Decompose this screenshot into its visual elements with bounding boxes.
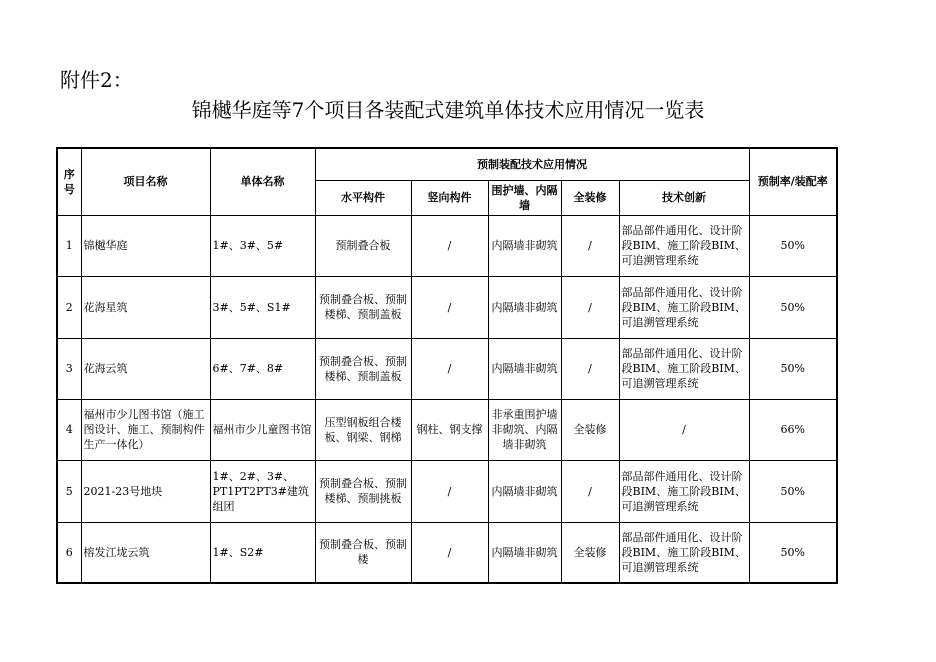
cell-unit: 1#、S2# bbox=[210, 522, 315, 583]
cell-innovation: 部品部件通用化、设计阶段BIM、施工阶段BIM、可追溯管理系统 bbox=[619, 460, 749, 522]
cell-innovation: 部品部件通用化、设计阶段BIM、施工阶段BIM、可追溯管理系统 bbox=[619, 522, 749, 583]
cell-rate: 50% bbox=[749, 338, 837, 399]
attachment-label: 附件2： bbox=[60, 68, 133, 92]
table-row bbox=[57, 399, 837, 460]
cell-vertical: / bbox=[411, 460, 488, 522]
header-seq: 序号 bbox=[57, 148, 81, 215]
cell-seq: 6 bbox=[57, 522, 81, 583]
tech-application-table bbox=[56, 147, 838, 584]
cell-decoration: / bbox=[561, 460, 619, 522]
cell-rate: 50% bbox=[749, 522, 837, 583]
cell-rate: 50% bbox=[749, 460, 837, 522]
header-enclosure: 围护墙、内隔墙 bbox=[488, 180, 561, 215]
cell-vertical: / bbox=[411, 338, 488, 399]
cell-enclosure: 内隔墙非砌筑 bbox=[488, 460, 561, 522]
cell-vertical: / bbox=[411, 276, 488, 338]
table-row bbox=[57, 338, 837, 399]
cell-innovation: 部品部件通用化、设计阶段BIM、施工阶段BIM、可追溯管理系统 bbox=[619, 276, 749, 338]
cell-unit: 福州市少儿童图书馆 bbox=[210, 399, 315, 460]
cell-horizontal: 预制叠合板、预制楼梯、预制盖板 bbox=[315, 276, 411, 338]
cell-seq: 4 bbox=[57, 399, 81, 460]
header-innovation: 技术创新 bbox=[619, 180, 749, 215]
cell-vertical: 钢柱、钢支撑 bbox=[411, 399, 488, 460]
cell-seq: 5 bbox=[57, 460, 81, 522]
cell-enclosure: 内隔墙非砌筑 bbox=[488, 338, 561, 399]
header-project: 项目名称 bbox=[81, 148, 210, 215]
cell-project: 花海星筑 bbox=[81, 276, 210, 338]
cell-innovation: 部品部件通用化、设计阶段BIM、施工阶段BIM、可追溯管理系统 bbox=[619, 338, 749, 399]
cell-project: 福州市少儿图书馆（施工图设计、施工、预制构件生产一体化） bbox=[81, 399, 210, 460]
cell-horizontal: 预制叠合板 bbox=[315, 215, 411, 276]
header-horizontal: 水平构件 bbox=[315, 180, 411, 215]
cell-unit: 1#、2#、3#、PT1PT2PT3#建筑组团 bbox=[210, 460, 315, 522]
cell-innovation: 部品部件通用化、设计阶段BIM、施工阶段BIM、可追溯管理系统 bbox=[619, 215, 749, 276]
cell-decoration: / bbox=[561, 338, 619, 399]
cell-unit: 3#、5#、S1# bbox=[210, 276, 315, 338]
cell-seq: 3 bbox=[57, 338, 81, 399]
cell-horizontal: 预制叠合板、预制楼梯、预制挑板 bbox=[315, 460, 411, 522]
cell-project: 榕发江垅云筑 bbox=[81, 522, 210, 583]
cell-decoration: 全装修 bbox=[561, 399, 619, 460]
document-title: 锦樾华庭等7个项目各装配式建筑单体技术应用情况一览表 bbox=[191, 98, 705, 122]
table-row bbox=[57, 215, 837, 276]
cell-vertical: / bbox=[411, 522, 488, 583]
table-row bbox=[57, 276, 837, 338]
cell-project: 花海云筑 bbox=[81, 338, 210, 399]
cell-horizontal: 预制叠合板、预制楼梯、预制盖板 bbox=[315, 338, 411, 399]
cell-horizontal: 压型钢板组合楼板、钢梁、钢梯 bbox=[315, 399, 411, 460]
cell-unit: 1#、3#、5# bbox=[210, 215, 315, 276]
header-rate: 预制率/装配率 bbox=[749, 148, 837, 215]
cell-decoration: / bbox=[561, 276, 619, 338]
header-unit: 单体名称 bbox=[210, 148, 315, 215]
cell-rate: 50% bbox=[749, 215, 837, 276]
cell-enclosure: 内隔墙非砌筑 bbox=[488, 276, 561, 338]
cell-unit: 6#、7#、8# bbox=[210, 338, 315, 399]
cell-seq: 2 bbox=[57, 276, 81, 338]
cell-project: 锦樾华庭 bbox=[81, 215, 210, 276]
cell-innovation: / bbox=[619, 399, 749, 460]
cell-vertical: / bbox=[411, 215, 488, 276]
cell-enclosure: 非承重围护墙非砌筑、内隔墙非砌筑 bbox=[488, 399, 561, 460]
cell-project: 2021-23号地块 bbox=[81, 460, 210, 522]
header-decoration: 全装修 bbox=[561, 180, 619, 215]
cell-decoration: / bbox=[561, 215, 619, 276]
cell-horizontal: 预制叠合板、预制楼 bbox=[315, 522, 411, 583]
header-vertical: 竖向构件 bbox=[411, 180, 488, 215]
cell-seq: 1 bbox=[57, 215, 81, 276]
cell-decoration: 全装修 bbox=[561, 522, 619, 583]
cell-rate: 50% bbox=[749, 276, 837, 338]
header-tech-group: 预制装配技术应用情况 bbox=[315, 148, 749, 180]
table-row bbox=[57, 460, 837, 522]
table-row bbox=[57, 522, 837, 583]
cell-enclosure: 内隔墙非砌筑 bbox=[488, 215, 561, 276]
cell-rate: 66% bbox=[749, 399, 837, 460]
cell-enclosure: 内隔墙非砌筑 bbox=[488, 522, 561, 583]
